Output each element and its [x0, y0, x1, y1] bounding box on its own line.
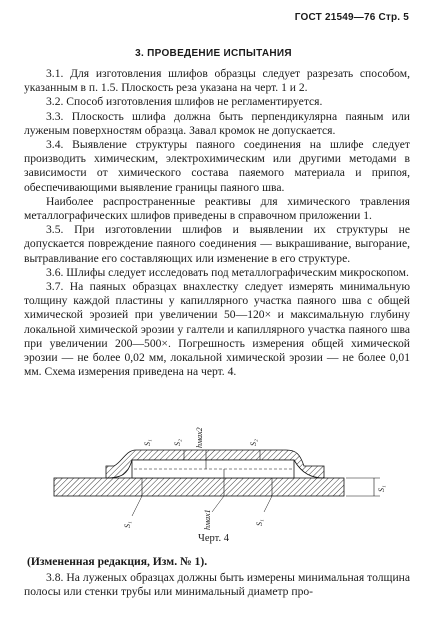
section-title: 3. ПРОВЕДЕНИЕ ИСПЫТАНИЯ [135, 48, 292, 59]
label-s1-left: S₁ [143, 439, 152, 446]
label-hmax2: hмах2 [195, 427, 204, 448]
body-text [24, 67, 410, 379]
paragraph-3-6: 3.6. Шлифы следует исследовать под металлографическим микроскопом. [46, 265, 409, 279]
label-s2-right: S₂ [249, 439, 258, 446]
leader-hmax1 [212, 496, 224, 512]
leader-s1-bottom-left [132, 496, 142, 516]
paragraph-3-8: 3.8. На луженых образцах должны быть измерены минимальная толщина полосы или стенки трубы или минимальный диаметр про- [24, 571, 410, 599]
revision-note: (Измененная редакция, Изм. № 1). [27, 555, 208, 568]
figure-4-lap-joint-diagram [24, 420, 410, 530]
leader-s1-bottom-right [264, 496, 272, 512]
figure-caption: Черт. 4 [198, 533, 229, 544]
tail-text [24, 571, 410, 599]
lower-plate [54, 478, 344, 496]
paragraph-3-3: 3.3. Плоскость шлифа должна быть перпендикулярна паяным или луженым поверхностям образца. Завал кромок не допускается. [24, 109, 410, 137]
label-s1-far-right: S₁ [377, 485, 386, 492]
paragraph-3-7: 3.7. На паяных образцах внахлестку следует измерять минимальную толщину каждой пластины у капиллярного участка паяного шва с общей химической эрозией при увеличении 50—120× и максимальную глубину локальной химической эрозии у галтели и капиллярного участка паяного шва при увеличении 200—500×. Погрешность измерения общей химической эрозии — не более 0,02 мм, локальной химической эрозии — не более 0,01 мм. Схема измерения приведена на черт. 4. [24, 280, 410, 379]
paragraph-3-4: 3.4. Выявление структуры паяного соединения на шлифе следует производить химическим, электрохимическим или другими методами в зависимости от химического состава паяемого материала и припоя, обеспечивающими выявление границы паяного шва. [24, 138, 410, 194]
paragraph-3-2: 3.2. Способ изготовления шлифов не регламентируется. [46, 95, 323, 109]
label-hmax1: hмах1 [203, 509, 212, 530]
label-s2-top: S₂ [173, 439, 182, 446]
label-s1-bottom-right: S₁ [255, 519, 264, 526]
label-s1-bottom-left: S₁ [123, 521, 132, 528]
page-header: ГОСТ 21549—76 Стр. 5 [294, 12, 409, 23]
paragraph-3-5: 3.5. При изготовлении шлифов и выявлении их структуры не допускается повреждение паяного соединения — выкрашивание, выгорание, вытравливание его составляющих или изменение в его структуре. [24, 223, 410, 265]
lap-joint-svg [24, 420, 410, 530]
paragraph-reagents: Наиболее распространенные реактивы для химического травления металлографических шлифов приведены в справочном приложении 1. [24, 194, 410, 223]
paragraph-3-1: 3.1. Для изготовления шлифов образцы следует разрезать способом, указанным в п. 1.5. Плоскость реза указана на черт. 1 и 2. [24, 67, 410, 95]
